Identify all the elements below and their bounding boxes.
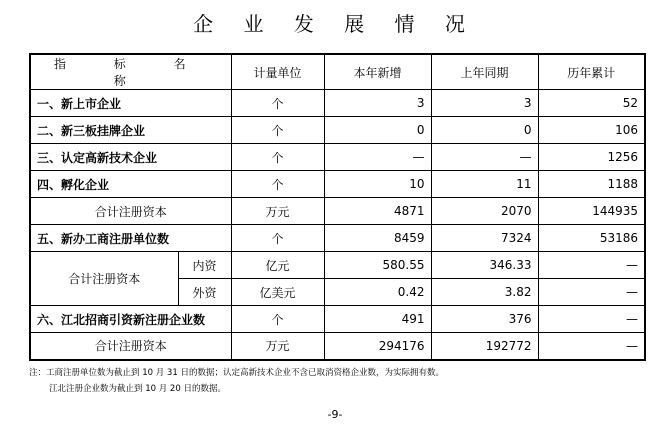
row-current: — (324, 144, 431, 171)
row-current: 580.55 (324, 252, 431, 279)
row-previous: 192772 (431, 333, 538, 360)
row-total: 144935 (538, 198, 645, 225)
row-previous: 346.33 (431, 252, 538, 279)
row-unit: 亿美元 (231, 279, 324, 306)
header-indicator-name: 指 标 名 称 (30, 54, 231, 90)
table-row (30, 306, 645, 333)
row-name: 合计注册资本 (30, 198, 231, 225)
page-title: 企 业 发 展 情 况 (193, 12, 477, 36)
row-previous: 2070 (431, 198, 538, 225)
row-previous: 376 (431, 306, 538, 333)
row-unit: 个 (231, 144, 324, 171)
row-unit: 亿元 (231, 252, 324, 279)
footnote-2: 江北注册企业数为截止到 10 月 20 日的数据。 (49, 384, 226, 394)
row-current: 4871 (324, 198, 431, 225)
row-total: 1188 (538, 171, 645, 198)
row-total: — (538, 279, 645, 306)
table-row (30, 144, 645, 171)
row-total: 52 (538, 90, 645, 117)
row-previous: 0 (431, 117, 538, 144)
row-unit: 个 (231, 306, 324, 333)
header-cumulative: 历年累计 (538, 54, 645, 90)
row-total: — (538, 306, 645, 333)
row-unit: 个 (231, 171, 324, 198)
header-current-year: 本年新增 (324, 54, 431, 90)
row-unit: 个 (231, 90, 324, 117)
table-row (30, 117, 645, 144)
row-subcategory: 内资 (178, 252, 231, 279)
row-previous: 11 (431, 171, 538, 198)
table-row (30, 252, 645, 279)
header-previous-year: 上年同期 (431, 54, 538, 90)
row-unit: 万元 (231, 198, 324, 225)
row-name: 合计注册资本 (30, 252, 178, 306)
row-total: — (538, 252, 645, 279)
table-row (30, 198, 645, 225)
row-total: 53186 (538, 225, 645, 252)
row-unit: 个 (231, 117, 324, 144)
row-name: 六、江北招商引资新注册企业数 (30, 306, 231, 333)
row-unit: 万元 (231, 333, 324, 360)
row-subcategory: 外资 (178, 279, 231, 306)
row-current: 294176 (324, 333, 431, 360)
row-total: 106 (538, 117, 645, 144)
row-previous: 3.82 (431, 279, 538, 306)
row-previous: — (431, 144, 538, 171)
header-unit: 计量单位 (231, 54, 324, 90)
row-current: 0.42 (324, 279, 431, 306)
row-name: 四、孵化企业 (30, 171, 231, 198)
row-current: 3 (324, 90, 431, 117)
table-row (30, 90, 645, 117)
row-name: 三、认定高新技术企业 (30, 144, 231, 171)
table-row (30, 171, 645, 198)
row-name: 一、新上市企业 (30, 90, 231, 117)
row-total: 1256 (538, 144, 645, 171)
row-previous: 3 (431, 90, 538, 117)
table-row (30, 225, 645, 252)
row-current: 8459 (324, 225, 431, 252)
row-current: 0 (324, 117, 431, 144)
table-header-row (30, 54, 645, 90)
row-name: 五、新办工商注册单位数 (30, 225, 231, 252)
page-number: -9- (327, 408, 343, 421)
enterprise-development-table (29, 53, 646, 361)
row-current: 491 (324, 306, 431, 333)
row-name: 合计注册资本 (30, 333, 231, 360)
row-total: — (538, 333, 645, 360)
footnote-1: 注：工商注册单位数为截止到 10 月 31 日的数据；认定高新技术企业不含已取消资格企业数，为实际拥有数。 (29, 368, 444, 378)
table-row (30, 333, 645, 360)
row-current: 10 (324, 171, 431, 198)
row-unit: 个 (231, 225, 324, 252)
row-previous: 7324 (431, 225, 538, 252)
row-name: 二、新三板挂牌企业 (30, 117, 231, 144)
